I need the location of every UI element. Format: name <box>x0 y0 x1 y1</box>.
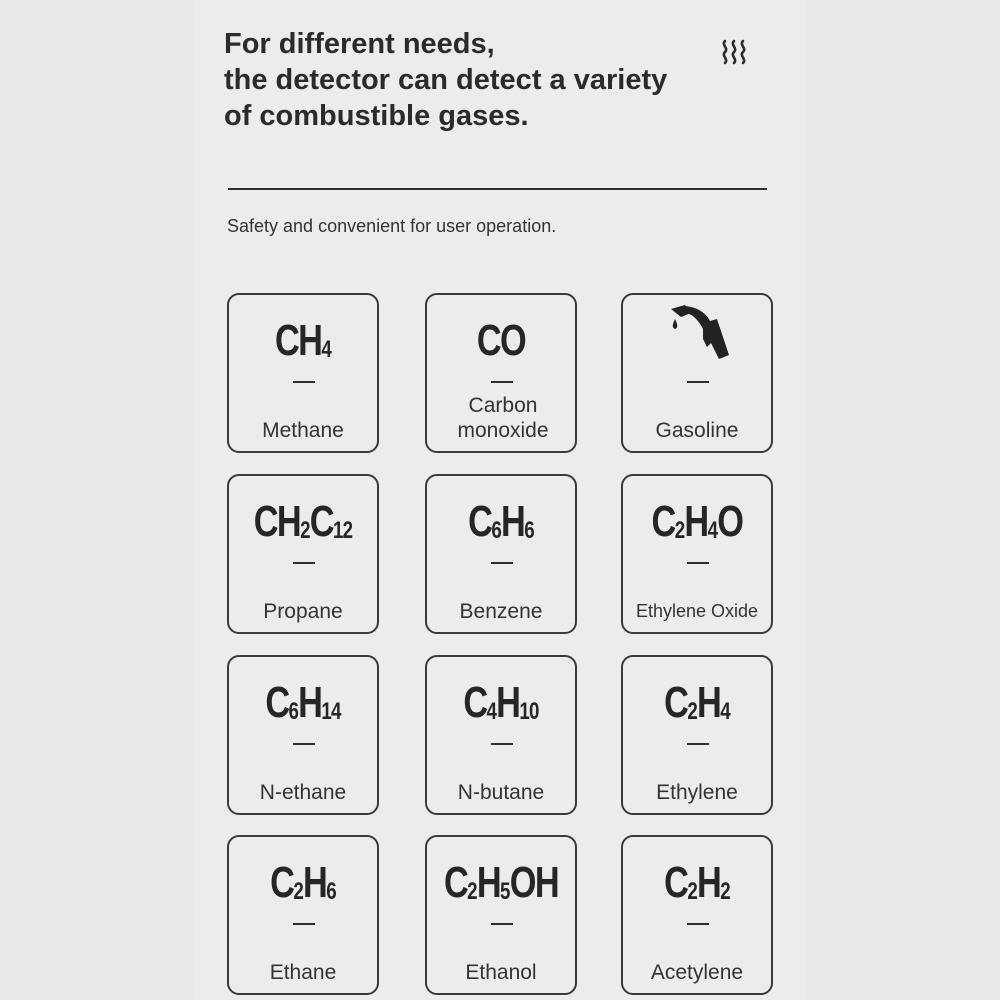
gas-name: Benzene <box>459 600 543 623</box>
gas-name: Propane <box>263 600 343 623</box>
gas-card <box>227 293 379 453</box>
headline-line-2: the detector can detect a variety <box>224 64 668 96</box>
separator-dash <box>687 562 709 564</box>
formula-element: C <box>664 858 688 907</box>
gas-name: Ethylene <box>656 781 738 804</box>
separator-dash <box>293 562 315 564</box>
formula-element: H <box>697 858 721 907</box>
separator-dash <box>491 381 513 383</box>
separator-dash <box>491 562 513 564</box>
formula-subscript: 2 <box>720 878 730 905</box>
formula-subscript: 4 <box>707 517 718 544</box>
formula-element: CH <box>274 316 322 365</box>
chemical-formula <box>443 675 558 731</box>
gas-name: N-butane <box>457 781 545 804</box>
formula-element: CH <box>253 497 301 546</box>
gas-name: Gasoline <box>655 419 739 442</box>
formula-subscript: 2 <box>687 698 697 725</box>
separator-dash <box>293 743 315 745</box>
gas-name: Ethane <box>269 961 337 984</box>
chemical-formula <box>639 675 754 731</box>
formula-subscript: 2 <box>293 878 303 905</box>
gas-card <box>425 655 577 815</box>
separator-dash <box>491 923 513 925</box>
formula-subscript: 14 <box>321 698 341 725</box>
formula-element: C <box>468 497 492 546</box>
formula-element: CO <box>476 316 526 365</box>
gas-name: Methane <box>262 419 344 442</box>
gas-card <box>425 293 577 453</box>
chemical-formula <box>443 494 558 550</box>
formula-element: C <box>309 497 334 546</box>
separator-dash <box>687 381 709 383</box>
headline-line-3: of combustible gases. <box>224 100 529 132</box>
separator-dash <box>491 743 513 745</box>
formula-subscript: 2 <box>300 517 310 544</box>
chemical-formula <box>245 494 360 550</box>
formula-element: H <box>303 858 327 907</box>
gas-card <box>621 474 773 634</box>
formula-element: H <box>697 678 721 727</box>
formula-element: C <box>463 678 487 727</box>
gas-name: Ethanol <box>465 961 537 984</box>
formula-element: H <box>501 497 525 546</box>
gas-card <box>425 835 577 995</box>
formula-element: OH <box>509 858 559 907</box>
formula-element: C <box>664 678 688 727</box>
separator-dash <box>687 923 709 925</box>
gas-card <box>425 474 577 634</box>
chemical-formula <box>639 855 754 911</box>
chemical-formula <box>639 494 754 550</box>
gas-name: N-ethane <box>259 781 347 804</box>
formula-subscript: 6 <box>326 878 336 905</box>
separator-dash <box>293 381 315 383</box>
formula-subscript: 2 <box>467 878 477 905</box>
formula-element: H <box>476 858 501 907</box>
fuel-nozzle-icon <box>667 303 733 365</box>
formula-element: H <box>298 678 322 727</box>
formula-element: C <box>443 858 468 907</box>
chemical-formula <box>443 313 558 369</box>
separator-dash <box>687 743 709 745</box>
gas-card <box>227 835 379 995</box>
gas-card <box>621 655 773 815</box>
formula-element: H <box>496 678 520 727</box>
formula-element: O <box>717 497 743 546</box>
chemical-formula <box>245 855 360 911</box>
formula-subscript: 5 <box>500 878 510 905</box>
formula-subscript: 6 <box>524 517 534 544</box>
gas-card <box>227 474 379 634</box>
formula-subscript: 10 <box>519 698 539 725</box>
formula-subscript: 2 <box>674 517 685 544</box>
chemical-formula <box>443 855 558 911</box>
formula-element: H <box>684 497 708 546</box>
gas-name: Acetylene <box>650 961 744 984</box>
formula-subscript: 6 <box>288 698 299 725</box>
gas-card <box>621 835 773 995</box>
chemical-formula <box>245 675 360 731</box>
formula-element: C <box>270 858 294 907</box>
headline-line-1: For different needs, <box>224 28 495 60</box>
gas-name: Carbon monoxide <box>457 394 549 442</box>
formula-element: C <box>265 678 289 727</box>
formula-subscript: 12 <box>333 517 353 544</box>
formula-element: C <box>651 497 675 546</box>
gas-card <box>227 655 379 815</box>
gas-card <box>621 293 773 453</box>
formula-subscript: 4 <box>720 698 730 725</box>
formula-subscript: 4 <box>321 336 332 363</box>
formula-subscript: 4 <box>486 698 497 725</box>
formula-subscript: 6 <box>491 517 501 544</box>
chemical-formula <box>245 313 360 369</box>
separator-dash <box>293 923 315 925</box>
formula-subscript: 2 <box>687 878 697 905</box>
tagline: Safety and convenient for user operation. <box>227 216 557 236</box>
gas-name: Ethylene Oxide <box>635 601 759 621</box>
